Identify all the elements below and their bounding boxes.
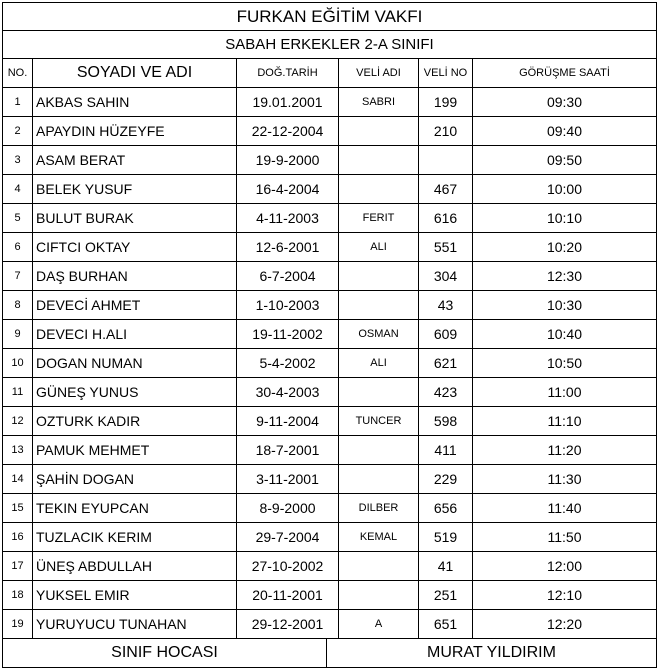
student-name: ASAM BERAT — [33, 146, 237, 174]
table-row — [2, 552, 657, 581]
row-no: 13 — [3, 436, 33, 464]
row-no: 10 — [3, 349, 33, 377]
parent-name — [339, 581, 419, 609]
student-name: GÜNEŞ YUNUS — [33, 378, 237, 406]
row-no: 12 — [3, 407, 33, 435]
title-row — [2, 2, 657, 31]
parent-name: A — [339, 610, 419, 638]
birth-date: 16-4-2004 — [237, 175, 339, 203]
row-no: 16 — [3, 523, 33, 551]
row-no: 19 — [3, 610, 33, 638]
meeting-time: 12:10 — [546, 587, 583, 603]
meeting-time: 11:10 — [547, 413, 582, 429]
parent-name — [339, 262, 419, 290]
table-row — [2, 233, 657, 262]
parent-name: OSMAN — [339, 320, 419, 348]
parent-no: 43 — [419, 291, 473, 319]
student-name: PAMUK MEHMET — [33, 436, 237, 464]
subtitle-row — [2, 31, 657, 59]
row-no: 15 — [3, 494, 33, 522]
meeting-time: 10:40 — [546, 326, 583, 342]
table-row — [2, 378, 657, 407]
parent-name: ALI — [339, 349, 419, 377]
student-name: DEVECI H.ALI — [33, 320, 237, 348]
parent-no: 598 — [419, 407, 473, 435]
table-row — [2, 262, 657, 291]
student-name: APAYDIN HÜZEYFE — [33, 117, 237, 145]
row-no: 17 — [3, 552, 33, 580]
table-row — [2, 88, 657, 117]
meeting-time: 10:50 — [546, 355, 583, 371]
table-row — [2, 291, 657, 320]
birth-date: 22-12-2004 — [237, 117, 339, 145]
table-row — [2, 117, 657, 146]
parent-name: FERIT — [339, 204, 419, 232]
meeting-time: 12:30 — [546, 268, 583, 284]
parent-name — [339, 175, 419, 203]
table-row — [2, 146, 657, 175]
meeting-time: 09:50 — [546, 152, 583, 168]
student-name: OZTURK KADIR — [33, 407, 237, 435]
parent-no: 210 — [419, 117, 473, 145]
row-no: 14 — [3, 465, 33, 493]
student-name: DEVECİ AHMET — [33, 291, 237, 319]
meeting-time: 10:00 — [546, 181, 583, 197]
parent-no: 519 — [419, 523, 473, 551]
row-no: 6 — [3, 233, 33, 261]
parent-no — [419, 146, 473, 174]
student-name: DOGAN NUMAN — [33, 349, 237, 377]
row-no: 8 — [3, 291, 33, 319]
parent-name — [339, 291, 419, 319]
birth-date: 6-7-2004 — [237, 262, 339, 290]
student-rows — [2, 88, 657, 639]
parent-no: 423 — [419, 378, 473, 406]
birth-date: 30-4-2003 — [237, 378, 339, 406]
birth-date: 8-9-2000 — [237, 494, 339, 522]
parent-no: 41 — [419, 552, 473, 580]
meeting-time: 09:40 — [546, 123, 583, 139]
birth-date: 20-11-2001 — [237, 581, 339, 609]
parent-no: 199 — [419, 88, 473, 116]
parent-no: 656 — [419, 494, 473, 522]
student-name: AKBAS SAHIN — [33, 88, 237, 116]
parent-no: 467 — [419, 175, 473, 203]
parent-no: 551 — [419, 233, 473, 261]
parent-no: 304 — [419, 262, 473, 290]
parent-no: 411 — [419, 436, 473, 464]
student-name: TEKIN EYUPCAN — [33, 494, 237, 522]
row-no: 7 — [3, 262, 33, 290]
parent-name: ALI — [339, 233, 419, 261]
meeting-time: 12:00 — [546, 558, 583, 574]
teacher-name: MURAT YILDIRIM — [427, 644, 556, 661]
table-row — [2, 581, 657, 610]
teacher-label: SINIF HOCASI — [3, 639, 327, 667]
header-dob: DOĞ.TARİH — [237, 59, 339, 87]
birth-date: 12-6-2001 — [237, 233, 339, 261]
footer-row — [2, 639, 657, 668]
class-schedule-sheet — [2, 2, 657, 668]
parent-name: TUNCER — [339, 407, 419, 435]
birth-date: 9-11-2004 — [237, 407, 339, 435]
parent-no: 621 — [419, 349, 473, 377]
table-row — [2, 523, 657, 552]
header-meeting-time: GÖRÜŞME SAATİ — [519, 67, 610, 79]
table-row — [2, 349, 657, 378]
meeting-time: 12:20 — [546, 616, 583, 632]
table-row — [2, 465, 657, 494]
header-no: NO. — [3, 59, 33, 87]
table-row — [2, 436, 657, 465]
meeting-time: 11:00 — [547, 384, 582, 400]
birth-date: 29-12-2001 — [237, 610, 339, 638]
parent-name — [339, 378, 419, 406]
header-parent-name: VELİ ADI — [339, 59, 419, 87]
parent-no: 251 — [419, 581, 473, 609]
birth-date: 3-11-2001 — [237, 465, 339, 493]
parent-name: DILBER — [339, 494, 419, 522]
birth-date: 19.01.2001 — [237, 88, 339, 116]
header-parent-no: VELİ NO — [419, 59, 473, 87]
table-row — [2, 320, 657, 349]
row-no: 3 — [3, 146, 33, 174]
meeting-time: 11:20 — [547, 442, 582, 458]
student-name: TUZLACIK KERIM — [33, 523, 237, 551]
parent-no: 229 — [419, 465, 473, 493]
parent-name — [339, 465, 419, 493]
row-no: 18 — [3, 581, 33, 609]
parent-name: KEMAL — [339, 523, 419, 551]
meeting-time: 10:30 — [546, 297, 583, 313]
birth-date: 4-11-2003 — [237, 204, 339, 232]
student-name: BELEK YUSUF — [33, 175, 237, 203]
sheet-title: FURKAN EĞİTİM VAKFI — [236, 6, 423, 26]
parent-no: 651 — [419, 610, 473, 638]
student-name: YURUYUCU TUNAHAN — [33, 610, 237, 638]
meeting-time: 10:20 — [546, 239, 583, 255]
birth-date: 1-10-2003 — [237, 291, 339, 319]
class-subtitle: SABAH ERKEKLER 2-A SINIFI — [225, 36, 434, 53]
student-name: BULUT BURAK — [33, 204, 237, 232]
parent-name — [339, 436, 419, 464]
parent-name — [339, 117, 419, 145]
row-no: 4 — [3, 175, 33, 203]
student-name: ÜNEŞ ABDULLAH — [33, 552, 237, 580]
column-header-row — [2, 59, 657, 88]
parent-name — [339, 552, 419, 580]
meeting-time: 10:10 — [546, 210, 583, 226]
row-no: 2 — [3, 117, 33, 145]
parent-name — [339, 146, 419, 174]
birth-date: 18-7-2001 — [237, 436, 339, 464]
birth-date: 27-10-2002 — [237, 552, 339, 580]
meeting-time: 11:30 — [547, 471, 582, 487]
parent-name: SABRI — [339, 88, 419, 116]
parent-no: 616 — [419, 204, 473, 232]
row-no: 11 — [3, 378, 33, 406]
birth-date: 19-11-2002 — [237, 320, 339, 348]
table-row — [2, 204, 657, 233]
row-no: 9 — [3, 320, 33, 348]
student-name: DAŞ BURHAN — [33, 262, 237, 290]
table-row — [2, 610, 657, 639]
table-row — [2, 175, 657, 204]
parent-no: 609 — [419, 320, 473, 348]
meeting-time: 09:30 — [546, 94, 583, 110]
birth-date: 5-4-2002 — [237, 349, 339, 377]
header-name: SOYADI VE ADI — [33, 59, 237, 87]
table-row — [2, 407, 657, 436]
table-row — [2, 494, 657, 523]
meeting-time: 11:40 — [547, 500, 582, 516]
birth-date: 29-7-2004 — [237, 523, 339, 551]
meeting-time: 11:50 — [547, 529, 582, 545]
row-no: 1 — [3, 88, 33, 116]
student-name: YUKSEL EMIR — [33, 581, 237, 609]
row-no: 5 — [3, 204, 33, 232]
student-name: ŞAHİN DOGAN — [33, 465, 237, 493]
student-name: CIFTCI OKTAY — [33, 233, 237, 261]
birth-date: 19-9-2000 — [237, 146, 339, 174]
